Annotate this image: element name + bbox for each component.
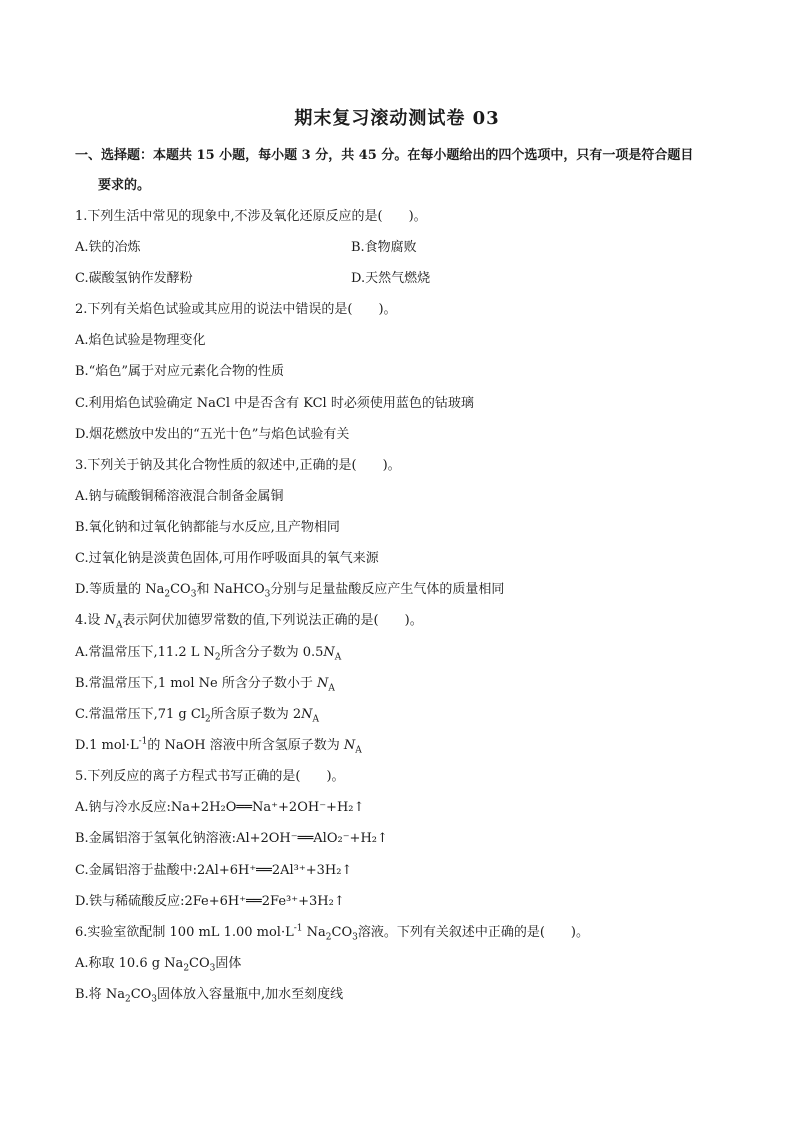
section-heading: 一、选择题：本题共 15 小题，每小题 3 分，共 45 分。在每小题给出的四个选项中，只有一项是符合题目: [75, 148, 694, 163]
question-5-option-b: B.金属铝溶于氢氧化钠溶液:Al+2OH⁻══AlO₂⁻+H₂↑: [75, 831, 388, 846]
question-4-option-d: D.1 $mol\cdot L^{-1}$的 NaOH 溶液中所含氢原子数为 $N_A$: [75, 736, 362, 756]
question-1-stem: 1.下列生活中常见的现象中,不涉及氧化还原反应的是( )。: [75, 209, 427, 224]
question-5-option-d: D.铁与稀硫酸反应:2Fe+6H⁺══2Fe³⁺+3H₂↑: [75, 894, 345, 909]
question-6-option-a: A.称取 10.6 g $Na_2CO_3$固体: [75, 956, 242, 974]
question-4-option-c: C.常温常压下,71 g $Cl_2$所含原子数为 $2N_A$: [75, 707, 319, 725]
question-1-option-c: C.碳酸氢钠作发酵粉: [75, 271, 193, 286]
question-3-option-b: B.氧化钠和过氧化钠都能与水反应,且产物相同: [75, 520, 340, 535]
question-5-option-c: C.金属铝溶于盐酸中:2Al+6H⁺══2Al³⁺+3H₂↑: [75, 863, 353, 878]
question-6-stem: 6.实验室欲配制 100 mL 1.00 $mol\cdot L^{-1}$ $Na_2CO_3$溶液。下列有关叙述中正确的是( )。: [75, 923, 590, 943]
question-5-stem: 5.下列反应的离子方程式书写正确的是( )。: [75, 769, 345, 784]
question-1-option-a: A.铁的冶炼: [75, 240, 141, 255]
question-5-option-a: A.钠与冷水反应:Na+2H₂O══Na⁺+2OH⁻+H₂↑: [75, 800, 365, 815]
question-4-stem: 4.设 $N_A$表示阿伏加德罗常数的值,下列说法正确的是( )。: [75, 613, 423, 631]
question-2-option-c: C.利用焰色试验确定 NaCl 中是否含有 KCl 时必须使用蓝色的钴玻璃: [75, 396, 474, 411]
question-4-option-b: B.常温常压下,1 mol Ne 所含分子数小于 $N_A$: [75, 676, 335, 694]
page-title: 期末复习滚动测试卷 03: [294, 108, 500, 129]
question-3-stem: 3.下列关于钠及其化合物性质的叙述中,正确的是( )。: [75, 458, 401, 473]
question-2-option-a: A.焰色试验是物理变化: [75, 333, 206, 348]
question-2-stem: 2.下列有关焰色试验或其应用的说法中错误的是( )。: [75, 302, 397, 317]
question-1-option-d: D.天然气燃烧: [351, 271, 431, 286]
question-2-option-d: D.烟花燃放中发出的“五光十色”与焰色试验有关: [75, 427, 350, 442]
question-2-option-b: B.“焰色”属于对应元素化合物的性质: [75, 364, 284, 379]
question-3-option-a: A.钠与硫酸铜稀溶液混合制备金属铜: [75, 489, 284, 504]
question-3-option-d: D.等质量的 $Na_2CO_3$和 NaHCO$_3$分别与足量盐酸反应产生气体的质量相同: [75, 582, 505, 600]
question-3-option-c: C.过氧化钠是淡黄色固体,可用作呼吸面具的氧气来源: [75, 551, 379, 566]
question-6-option-b: B.将 $Na_2CO_3$固体放入容量瓶中,加水至刻度线: [75, 987, 344, 1005]
question-4-option-a: A.常温常压下,11.2 L $N_2$所含分子数为 $0.5N_A$: [75, 645, 342, 663]
section-heading-cont: 要求的。: [98, 178, 151, 193]
question-1-option-b: B.食物腐败: [351, 240, 417, 255]
